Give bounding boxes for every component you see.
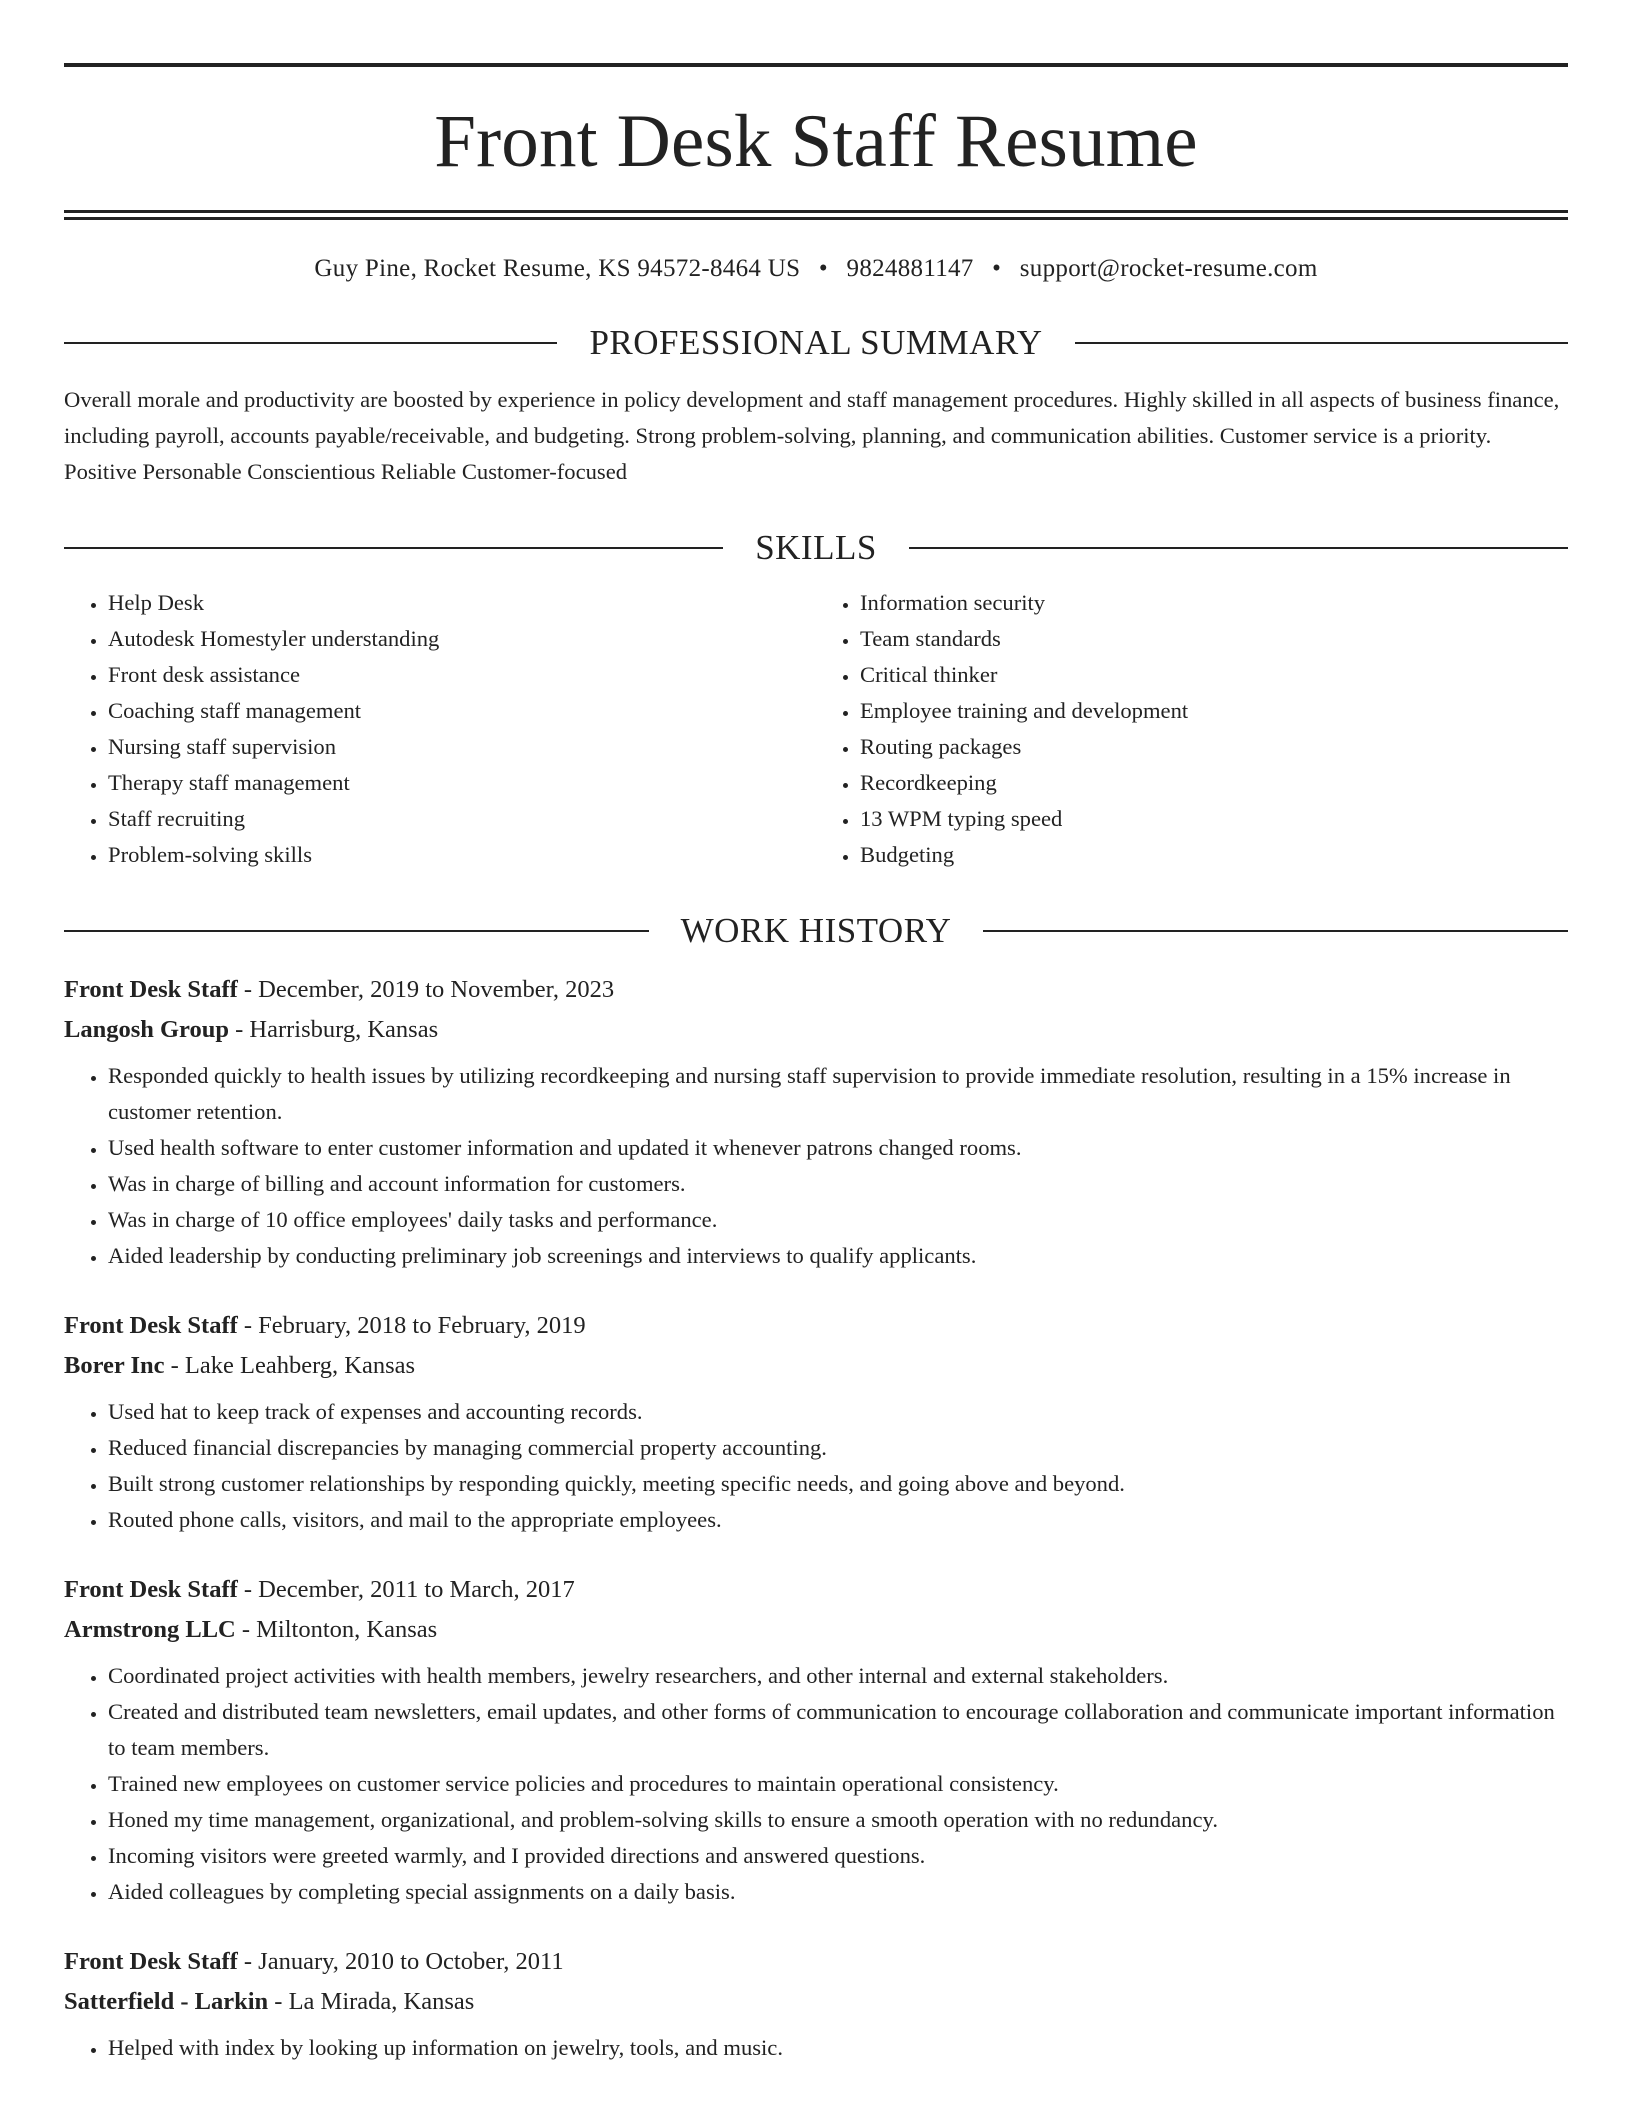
job-company: Armstrong LLC: [64, 1616, 236, 1643]
job-company-line: [64, 1346, 1568, 1386]
work-heading: [64, 913, 1568, 948]
heading-rule-right: [1075, 342, 1568, 344]
skill-item: • Nursing staff supervision: [108, 729, 816, 765]
job-bullet: • Used hat to keep track of expenses and accounting records.: [108, 1394, 1568, 1430]
job-title-line: [64, 1306, 1568, 1346]
job-location: - Harrisburg, Kansas: [229, 1016, 439, 1043]
contact-phone: 9824881147: [846, 255, 974, 282]
job-title: Front Desk Staff: [64, 976, 238, 1003]
heading-rule-left: [64, 342, 557, 344]
job-bullets: [64, 2030, 1568, 2066]
job-entry: [64, 1942, 1568, 2066]
heading-rule-left: [64, 547, 723, 549]
resume-page: [64, 0, 1568, 2066]
skill-item: • Routing packages: [860, 729, 1568, 765]
job-company: Satterfield - Larkin: [64, 1988, 269, 2015]
job-company: Langosh Group: [64, 1016, 229, 1043]
job-bullet: • Used health software to enter customer information and updated it whenever patrons changed rooms.: [108, 1130, 1568, 1166]
summary-heading: [64, 325, 1568, 360]
work-history-list: [64, 970, 1568, 2066]
job-title: Front Desk Staff: [64, 1312, 238, 1339]
job-bullet: • Helped with index by looking up information on jewelry, tools, and music.: [108, 2030, 1568, 2066]
skill-item: • Autodesk Homestyler understanding: [108, 621, 816, 657]
job-bullet: • Built strong customer relationships by responding quickly, meeting specific needs, and going above and beyond.: [108, 1466, 1568, 1502]
job-location: - Lake Leahberg, Kansas: [164, 1352, 416, 1379]
job-bullet: • Trained new employees on customer service policies and procedures to maintain operational consistency.: [108, 1766, 1568, 1802]
job-entry: [64, 1306, 1568, 1538]
job-bullet: • Aided colleagues by completing special assignments on a daily basis.: [108, 1874, 1568, 1910]
job-bullet: • Coordinated project activities with health members, jewelry researchers, and other internal and external stakeholders.: [108, 1658, 1568, 1694]
job-entry: [64, 970, 1568, 1274]
job-company: Borer Inc: [64, 1352, 165, 1379]
job-title: Front Desk Staff: [64, 1576, 238, 1603]
skill-item: • Critical thinker: [860, 657, 1568, 693]
job-dates: - January, 2010 to October, 2011: [237, 1948, 564, 1975]
job-dates: - December, 2011 to March, 2017: [237, 1576, 575, 1603]
job-company-line: [64, 1010, 1568, 1050]
job-bullet: • Was in charge of 10 office employees' daily tasks and performance.: [108, 1202, 1568, 1238]
skill-item: • Information security: [860, 585, 1568, 621]
resume-title: Front Desk Staff Resume: [434, 100, 1198, 183]
job-company-line: [64, 1982, 1568, 2022]
job-bullet: • Was in charge of billing and account information for customers.: [108, 1166, 1568, 1202]
skills-columns: [64, 585, 1568, 873]
title-double-rule: [64, 210, 1568, 220]
skill-item: • Staff recruiting: [108, 801, 816, 837]
job-bullet: • Aided leadership by conducting preliminary job screenings and interviews to qualify applicants.: [108, 1238, 1568, 1274]
job-bullet: • Responded quickly to health issues by utilizing recordkeeping and nursing staff supervision to provide immediate resolution, resulting in a 15% increase in customer retention.: [108, 1058, 1568, 1130]
job-entry: [64, 1570, 1568, 1910]
job-location: - Miltonton, Kansas: [235, 1616, 438, 1643]
skill-item: • Employee training and development: [860, 693, 1568, 729]
summary-text: Overall morale and productivity are boosted by experience in policy development and staff management procedures. Highly skilled in all aspects of business finance, including payroll, accounts payable/receivable, and budgeting. Strong problem-solving, planning, and communication abilities. Customer service is a priority. Positive Personable Conscientious Reliable Customer-focused: [64, 387, 1560, 484]
skill-item: • Team standards: [860, 621, 1568, 657]
job-bullets: [64, 1394, 1568, 1538]
heading-rule-right: [909, 547, 1568, 549]
skills-heading: [64, 530, 1568, 565]
job-title-line: [64, 970, 1568, 1010]
job-company-line: [64, 1610, 1568, 1650]
job-title: Front Desk Staff: [64, 1948, 238, 1975]
job-dates: - February, 2018 to February, 2019: [237, 1312, 586, 1339]
skill-item: • 13 WPM typing speed: [860, 801, 1568, 837]
job-bullet: • Routed phone calls, visitors, and mail to the appropriate employees.: [108, 1502, 1568, 1538]
job-bullets: [64, 1058, 1568, 1274]
job-bullet: • Reduced financial discrepancies by managing commercial property accounting.: [108, 1430, 1568, 1466]
skill-item: • Budgeting: [860, 837, 1568, 873]
skills-list-left: [64, 585, 816, 873]
heading-rule-right: [983, 930, 1568, 932]
work-heading-label: WORK HISTORY: [680, 911, 952, 950]
skill-item: • Recordkeeping: [860, 765, 1568, 801]
heading-rule-left: [64, 930, 649, 932]
top-rule: [64, 63, 1568, 67]
job-dates: - December, 2019 to November, 2023: [237, 976, 615, 1003]
job-title-line: [64, 1570, 1568, 1610]
job-bullet: • Created and distributed team newsletters, email updates, and other forms of communication to encourage collaboration and communicate important information to team members.: [108, 1694, 1568, 1766]
contact-separator: •: [818, 255, 828, 282]
job-bullets: [64, 1658, 1568, 1910]
skill-item: • Problem-solving skills: [108, 837, 816, 873]
skills-heading-label: SKILLS: [755, 528, 877, 567]
skill-item: • Help Desk: [108, 585, 816, 621]
contact-email: support@rocket-resume.com: [1019, 255, 1318, 282]
contact-line: [64, 253, 1568, 285]
job-bullet: • Incoming visitors were greeted warmly, and I provided directions and answered questions.: [108, 1838, 1568, 1874]
job-title-line: [64, 1942, 1568, 1982]
skills-list-right: [816, 585, 1568, 873]
summary-heading-label: PROFESSIONAL SUMMARY: [589, 323, 1043, 362]
skill-item: • Therapy staff management: [108, 765, 816, 801]
job-location: - La Mirada, Kansas: [268, 1988, 475, 2015]
contact-separator: •: [992, 255, 1002, 282]
skill-item: • Front desk assistance: [108, 657, 816, 693]
skill-item: • Coaching staff management: [108, 693, 816, 729]
job-bullet: • Honed my time management, organizational, and problem-solving skills to ensure a smooth operation with no redundancy.: [108, 1802, 1568, 1838]
contact-address: Guy Pine, Rocket Resume, KS 94572-8464 US: [314, 255, 801, 282]
